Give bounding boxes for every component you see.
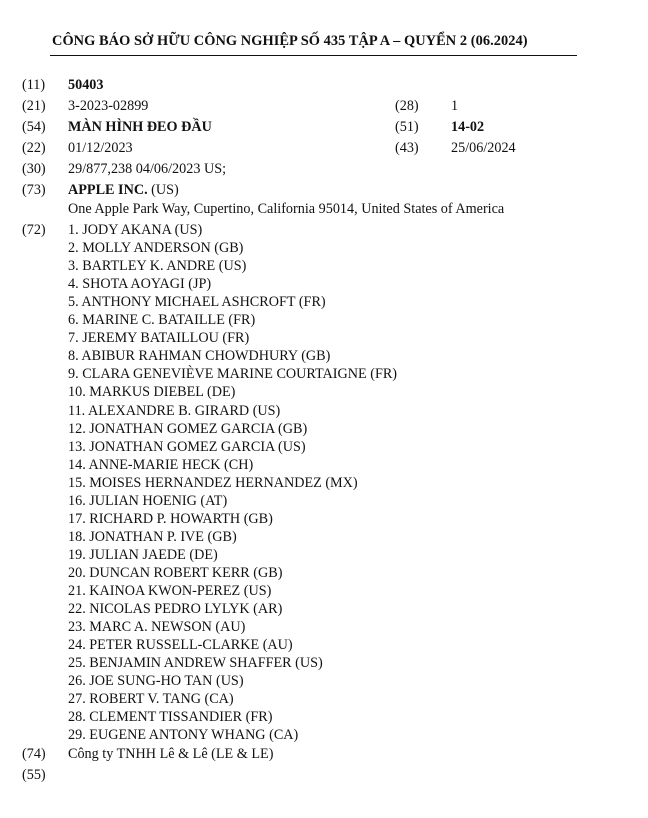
inventor-item: 16. JULIAN HOENIG (AT) [68, 492, 228, 509]
field-73-code: (73) [22, 182, 46, 198]
agent: Công ty TNHH Lê & Lê (LE & LE) [68, 746, 274, 762]
inventor-item: 5. ANTHONY MICHAEL ASHCROFT (FR) [68, 294, 326, 311]
inventor-item: 14. ANNE-MARIE HECK (CH) [68, 456, 254, 473]
owner-country: (US) [147, 182, 179, 198]
design-title: MÀN HÌNH ĐEO ĐẦU [68, 119, 212, 135]
field-30-code: (30) [22, 161, 46, 177]
registration-number: 50403 [68, 77, 104, 93]
application-number: 3-2023-02899 [68, 98, 149, 114]
field-54-code: (54) [22, 119, 46, 135]
field-28-code: (28) [395, 98, 419, 114]
inventor-item: 29. EUGENE ANTONY WHANG (CA) [68, 727, 299, 744]
publication-date: 25/06/2024 [451, 140, 516, 156]
owner [68, 181, 179, 199]
field-11-code: (11) [22, 77, 46, 93]
field-43-code: (43) [395, 140, 419, 156]
inventor-item: 19. JULIAN JAEDE (DE) [68, 546, 218, 563]
design-count: 1 [451, 98, 459, 114]
inventor-item: 9. CLARA GENEVIÈVE MARINE COURTAIGNE (FR) [68, 366, 398, 383]
inventor-item: 26. JOE SUNG-HO TAN (US) [68, 673, 244, 690]
field-21-code: (21) [22, 98, 46, 114]
inventor-item: 1. JODY AKANA (US) [68, 222, 203, 238]
owner-name: APPLE INC. [68, 182, 148, 198]
header-underline [50, 55, 577, 56]
inventor-item: 22. NICOLAS PEDRO LYLYK (AR) [68, 601, 283, 618]
inventor-item: 17. RICHARD P. HOWARTH (GB) [68, 510, 273, 527]
inventor-item: 2. MOLLY ANDERSON (GB) [68, 240, 244, 257]
locarno-class: 14-02 [451, 119, 485, 135]
inventor-item: 11. ALEXANDRE B. GIRARD (US) [68, 402, 281, 419]
field-55-code: (55) [22, 767, 46, 783]
filing-date: 01/12/2023 [68, 140, 133, 156]
inventor-item: 20. DUNCAN ROBERT KERR (GB) [68, 564, 283, 581]
inventor-item: 7. JEREMY BATAILLOU (FR) [68, 330, 250, 347]
owner-address: One Apple Park Way, Cupertino, California 95014, United States of America [68, 201, 505, 217]
field-51-code: (51) [395, 119, 419, 135]
field-72-code: (72) [22, 222, 46, 238]
inventor-item: 4. SHOTA AOYAGI (JP) [68, 276, 212, 293]
inventor-item: 25. BENJAMIN ANDREW SHAFFER (US) [68, 655, 323, 672]
inventor-item: 28. CLEMENT TISSANDIER (FR) [68, 709, 273, 726]
field-74-code: (74) [22, 746, 46, 762]
inventor-item: 24. PETER RUSSELL-CLARKE (AU) [68, 637, 293, 654]
inventor-item: 23. MARC A. NEWSON (AU) [68, 619, 246, 636]
inventor-item: 12. JONATHAN GOMEZ GARCIA (GB) [68, 420, 308, 437]
field-22-code: (22) [22, 140, 46, 156]
inventor-item: 18. JONATHAN P. IVE (GB) [68, 528, 237, 545]
inventor-item: 10. MARKUS DIEBEL (DE) [68, 384, 236, 401]
inventor-item: 3. BARTLEY K. ANDRE (US) [68, 258, 247, 275]
inventor-item: 21. KAINOA KWON-PEREZ (US) [68, 583, 272, 599]
inventor-item: 13. JONATHAN GOMEZ GARCIA (US) [68, 438, 306, 455]
inventor-item: 8. ABIBUR RAHMAN CHOWDHURY (GB) [68, 348, 331, 365]
gazette-header-title: CÔNG BÁO SỞ HỮU CÔNG NGHIỆP SỐ 435 TẬP A – QUYỂN 2 (06.2024) [52, 33, 528, 49]
inventor-item: 15. MOISES HERNANDEZ HERNANDEZ (MX) [68, 474, 358, 491]
inventor-item: 6. MARINE C. BATAILLE (FR) [68, 312, 256, 329]
priority-data: 29/877,238 04/06/2023 US; [68, 161, 227, 177]
inventor-item: 27. ROBERT V. TANG (CA) [68, 691, 234, 708]
